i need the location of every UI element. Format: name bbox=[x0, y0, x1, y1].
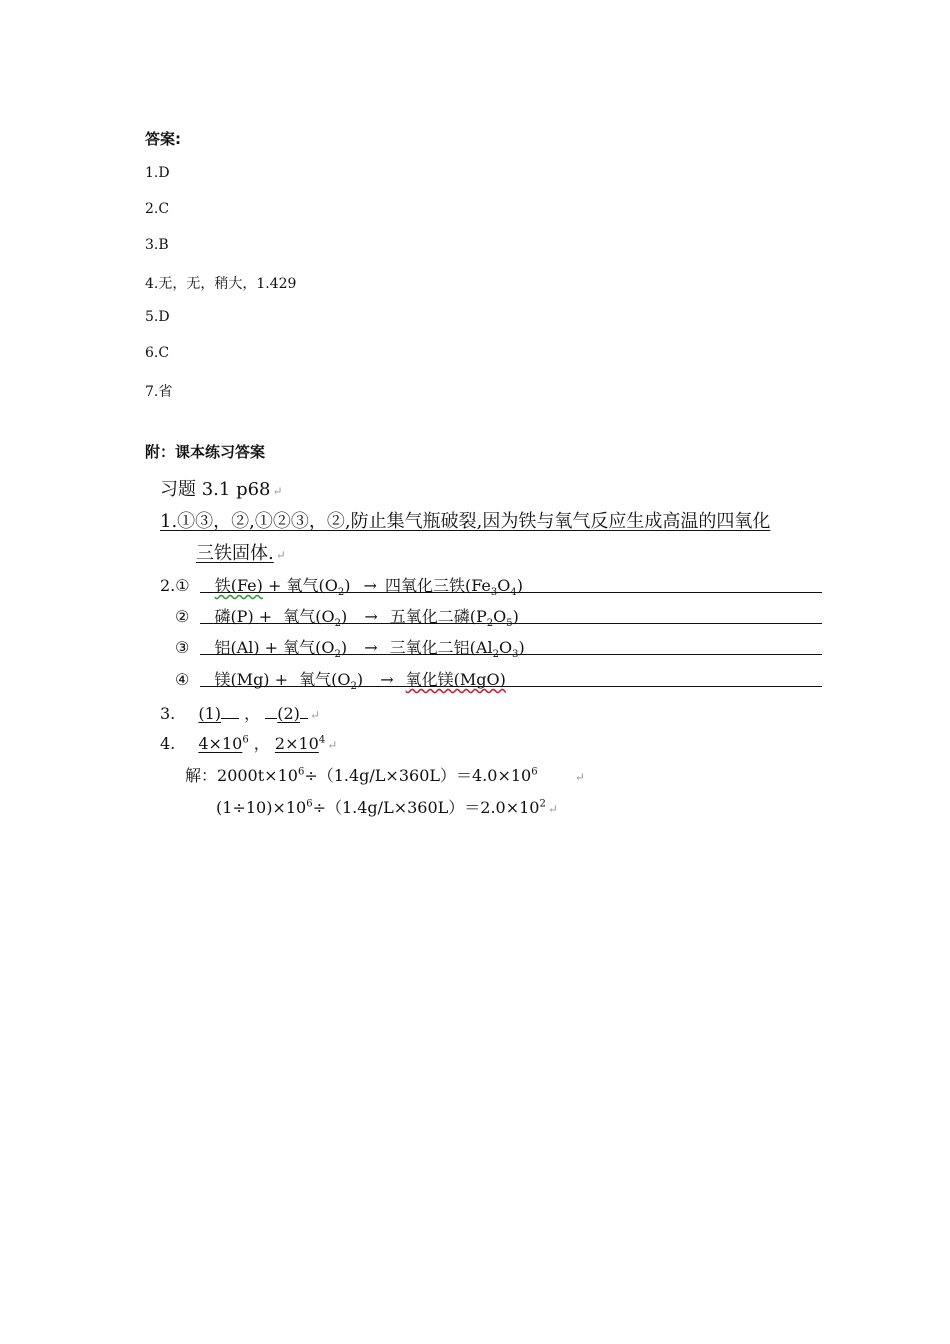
q2-row3-rule bbox=[200, 654, 822, 655]
q2-row3: ③ 铝(Al) + 氧气$(O_2)$ → 三氧化二铝$(Al_2O_3)$ bbox=[175, 638, 525, 661]
solution-line2: $(1\div 10)\times 10^6\div(1.4g/L\times 360L)=2.0\times 10^2$ ↵ bbox=[216, 798, 558, 817]
answers-heading: 答案: bbox=[145, 130, 181, 148]
solution-line1: 解：$2000t\times 10^6\div(1.4g/L\times 360L)=4.0\times 10^6$ ↵ bbox=[185, 766, 585, 785]
answer-item-6: 6.C bbox=[145, 345, 170, 361]
q4-line: 4. $4\times 10^6$ ， $2\times 10^4$ ↵ bbox=[160, 734, 338, 753]
q3-line: 3. (1) ， (2) ↵ bbox=[160, 704, 320, 723]
answer-item-5: 5.D bbox=[145, 309, 170, 325]
q2-row1-rule bbox=[200, 592, 822, 593]
answer-item-1: 1.D bbox=[145, 165, 170, 181]
q2-row1: 2.① 铁(Fe) + 氧气$(O_2)$ → 四氧化三铁$(Fe_3O_4)$ bbox=[160, 576, 524, 599]
answer-item-4: 4.无，无，稍大，1.429 bbox=[145, 276, 297, 292]
q1-line1: 1.①③，②,①②③，②,防止集气瓶破裂,因为铁与氧气反应生成高温的四氧化 bbox=[160, 511, 771, 532]
answer-item-7: 7.省 bbox=[145, 384, 173, 400]
answer-item-2: 2.C bbox=[145, 201, 170, 217]
exercise-title: 习题 3.1 p68 ↵ bbox=[160, 479, 283, 500]
q1-line2: 三铁固体. ↵ bbox=[196, 543, 286, 564]
appendix-heading: 附：课本练习答案 bbox=[145, 443, 266, 461]
q2-row2-rule bbox=[200, 623, 822, 624]
q2-row4: ④ 镁(Mg) + 氧气$(O_2)$ → 氧化镁(MgO) bbox=[175, 670, 506, 693]
q2-row4-rule bbox=[200, 686, 822, 687]
answer-item-3: 3.B bbox=[145, 237, 169, 253]
q2-row2: ② 磷(P) + 氧气$(O_2)$ → 五氧化二磷$(P_2O_5)$ bbox=[175, 607, 519, 630]
